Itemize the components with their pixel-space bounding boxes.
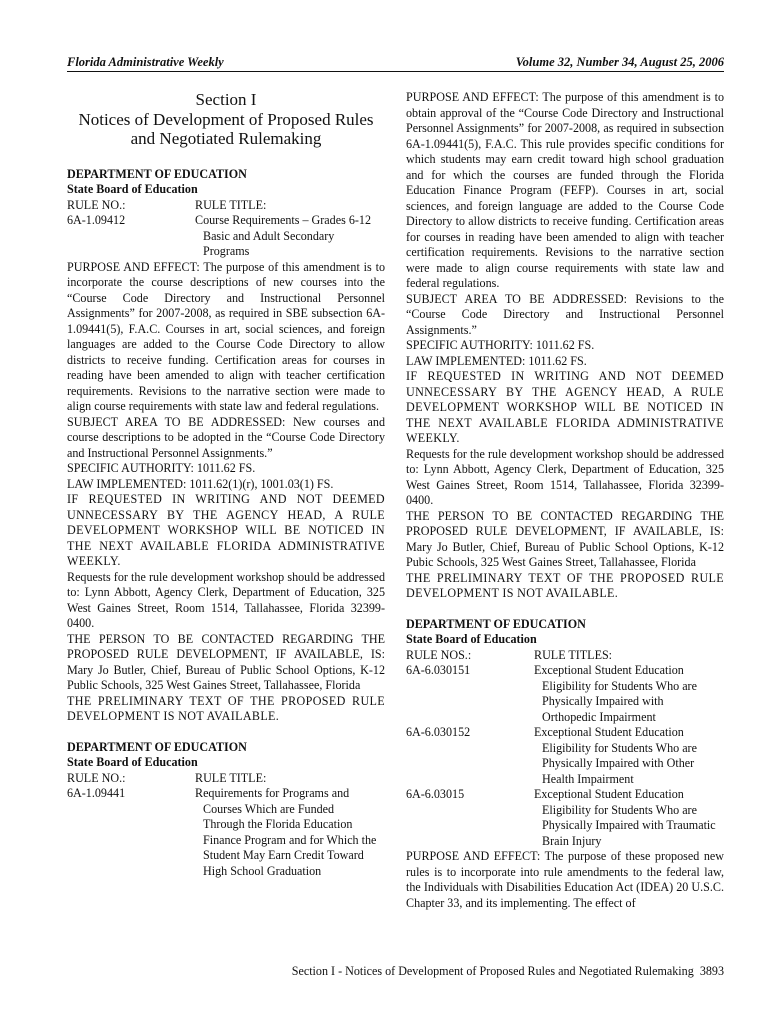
subject-area: SUBJECT AREA TO BE ADDRESSED: Revisions to the “Course Code Directory and Instructional Personnel Assignments.”: [406, 291, 724, 337]
board-heading: State Board of Education: [67, 755, 198, 769]
subject-area: SUBJECT AREA TO BE ADDRESSED: New courses and course descriptions to be adopted in the “Course Code Directory and Instructional Personnel Assignments.”: [67, 414, 385, 460]
rule-number: 6A-6.03015: [406, 787, 465, 801]
purpose-and-effect: PURPOSE AND EFFECT: The purpose of this amendment is to incorporate the course descriptions of new courses into the “Course Code Directory and Instructional Personnel Assignments” for 2007-2008, as required in SBE subsection 6A-1.09441(5), F.A.C. Courses in art, social sciences, and foreign languages are added to the Course Code Directory to allow districts to receive funding. Certification areas for courses in reading have been amended to align with teacher certification requirements. Revisions to the narrative section were made to align course requirements with state law and federal regulations.: [67, 259, 385, 413]
rule-titles-label: RULE TITLES:: [534, 647, 613, 662]
rule-title-line: Requirements for Programs and: [195, 786, 350, 800]
rule-title-line: Physically Impaired with Other: [542, 756, 695, 770]
section-heading-line-2: and Negotiated Rulemaking: [130, 129, 322, 148]
rule-title: [534, 725, 724, 787]
rule-number: 6A-6.030152: [406, 725, 471, 739]
rule-title-line: Eligibility for Students Who are: [542, 678, 697, 693]
rule-title-line: Exceptional Student Education: [534, 787, 684, 801]
contact-person: THE PERSON TO BE CONTACTED REGARDING THE PROPOSED RULE DEVELOPMENT, IF AVAILABLE, IS: Mary Jo Butler, Chief, Bureau of Public School Options, K-12 Pubic Schools, 325 West Gaines Street, Tallahassee, Florida: [406, 508, 724, 569]
rule-title: [534, 663, 724, 725]
rule-no-label: RULE NO.:: [67, 770, 126, 785]
header-divider: [67, 71, 724, 72]
rule-number: 6A-1.09412: [67, 213, 126, 227]
workshop-requests: Requests for the rule development workshop should be addressed to: Lynn Abbott, Agency Clerk, Department of Education, 325 West Gaines Street, Room 1514, Tallahassee, Florida 32399-0400.: [406, 446, 724, 507]
notice-separator: [67, 725, 385, 740]
rule-title-line: Basic and Adult Secondary: [203, 228, 335, 243]
rule-title-label: RULE TITLE:: [195, 770, 267, 785]
rule-row: [406, 725, 724, 787]
issue-info: Volume 32, Number 34, August 25, 2006: [515, 55, 724, 69]
notice-6a-6-exceptional-student: [406, 617, 724, 912]
rule-title-line: Through the Florida Education: [203, 817, 353, 831]
law-implemented: LAW IMPLEMENTED: 1011.62 FS.: [406, 353, 587, 368]
rule-row: [67, 786, 385, 879]
department-heading: DEPARTMENT OF EDUCATION: [406, 616, 586, 631]
rule-nos-label: RULE NOS.:: [406, 647, 472, 662]
rule-number: 6A-1.09441: [67, 786, 126, 800]
rule-title-line: Eligibility for Students Who are: [542, 740, 697, 755]
rule-row: [67, 213, 385, 260]
rule-title-line: Programs: [203, 244, 250, 258]
notice-6a-1-09441: [67, 740, 385, 880]
rule-title-line: Brain Injury: [542, 833, 602, 848]
purpose-and-effect: PURPOSE AND EFFECT: The purpose of this amendment is to obtain approval of the “Course Code Directory and Instructional Personnel Assignments” for 2007-2008, as required in subsection 6A-1.09441(5), F.A.C. This rule provides specific conditions for which students may earn credit toward high school graduation and for which the courses are funded through the Florida Education Finance Program (FEFP). Courses in art, social sciences, and foreign language are added to the Course Code Directory to allow districts to receive funding. Certification areas for courses in reading have been amended to align with teacher certification requirements. Revisions to the narrative section were made to align course requirements with state law and federal regulations.: [406, 90, 724, 290]
section-title: [67, 90, 385, 149]
rule-title-line: Orthopedic Impairment: [542, 709, 656, 724]
running-header: [67, 55, 724, 71]
board-heading: State Board of Education: [406, 632, 537, 646]
footer-section-label: Section I - Notices of Development of Proposed Rules and Negotiated Rulemaking: [291, 964, 694, 978]
publication-name: Florida Administrative Weekly: [67, 55, 224, 69]
page-footer: [292, 964, 724, 979]
rule-title: [195, 786, 385, 879]
page-number: 3893: [699, 964, 724, 978]
rule-title-line: High School Graduation: [203, 863, 322, 878]
rule-title: [195, 213, 385, 260]
rule-header-row: [67, 771, 385, 787]
rule-title-line: Courses Which are Funded: [203, 801, 335, 816]
department-heading: DEPARTMENT OF EDUCATION: [67, 739, 247, 754]
rule-title-line: Student May Earn Credit Toward: [203, 848, 364, 862]
right-column: [406, 90, 724, 911]
specific-authority: SPECIFIC AUTHORITY: 1011.62 FS.: [406, 338, 595, 352]
rule-title-line: Physically Impaired with Traumatic: [542, 818, 716, 832]
rule-row: [406, 663, 724, 725]
department-heading: DEPARTMENT OF EDUCATION: [67, 166, 247, 181]
rule-title-label: RULE TITLE:: [195, 197, 267, 212]
preliminary-text-notice: THE PRELIMINARY TEXT OF THE PROPOSED RULE DEVELOPMENT IS NOT AVAILABLE.: [406, 570, 724, 600]
notice-separator: [406, 602, 724, 617]
left-column: [67, 90, 385, 879]
rule-row: [406, 787, 724, 849]
rule-title-line: Course Requirements – Grades 6-12: [195, 213, 371, 227]
workshop-requests: Requests for the rule development workshop should be addressed to: Lynn Abbott, Agency Clerk, Department of Education, 325 West Gaines Street, Room 1514, Tallahassee, Florida 32399-0400.: [67, 569, 385, 630]
specific-authority: SPECIFIC AUTHORITY: 1011.62 FS.: [67, 461, 256, 475]
notice-6a-1-09441-continued: [406, 90, 724, 602]
rule-title-line: Exceptional Student Education: [534, 725, 684, 739]
rule-header-row: [406, 648, 724, 664]
section-number: Section I: [195, 90, 257, 109]
contact-person: THE PERSON TO BE CONTACTED REGARDING THE PROPOSED RULE DEVELOPMENT, IF AVAILABLE, IS: Mary Jo Butler, Chief, Bureau of Public School Options, K-12 Public Schools, 325 West Gaines Street, Tallahassee, Florida: [67, 631, 385, 692]
rule-header-row: [67, 198, 385, 214]
section-heading-line-1: Notices of Development of Proposed Rules: [78, 109, 374, 129]
purpose-and-effect: PURPOSE AND EFFECT: The purpose of these proposed new rules is to incorporate into rule amendments to the federal law, the Individuals with Disabilities Education Act (IDEA) 20 U.S.C. Chapter 33, and its implementing. The effect of: [406, 849, 724, 910]
workshop-notice: IF REQUESTED IN WRITING AND NOT DEEMED UNNECESSARY BY THE AGENCY HEAD, A RULE DEVELOPMENT WORKSHOP WILL BE NOTICED IN THE NEXT AVAILABLE FLORIDA ADMINISTRATIVE WEEKLY.: [406, 369, 724, 445]
rule-no-label: RULE NO.:: [67, 197, 126, 212]
preliminary-text-notice: THE PRELIMINARY TEXT OF THE PROPOSED RULE DEVELOPMENT IS NOT AVAILABLE.: [67, 693, 385, 723]
rule-number: 6A-6.030151: [406, 663, 471, 677]
board-heading: State Board of Education: [67, 182, 198, 196]
law-implemented: LAW IMPLEMENTED: 1011.62(1)(r), 1001.03(1) FS.: [67, 476, 334, 491]
rule-title-line: Health Impairment: [542, 771, 634, 786]
rule-title: [534, 787, 724, 849]
rule-title-line: Eligibility for Students Who are: [542, 802, 697, 817]
workshop-notice: IF REQUESTED IN WRITING AND NOT DEEMED UNNECESSARY BY THE AGENCY HEAD, A RULE DEVELOPMENT WORKSHOP WILL BE NOTICED IN THE NEXT AVAILABLE FLORIDA ADMINISTRATIVE WEEKLY.: [67, 492, 385, 568]
rule-title-line: Finance Program and for Which the: [203, 832, 377, 847]
rule-title-line: Physically Impaired with: [542, 694, 664, 708]
rule-title-line: Exceptional Student Education: [534, 663, 684, 677]
notice-6a-1-09412: [67, 167, 385, 725]
